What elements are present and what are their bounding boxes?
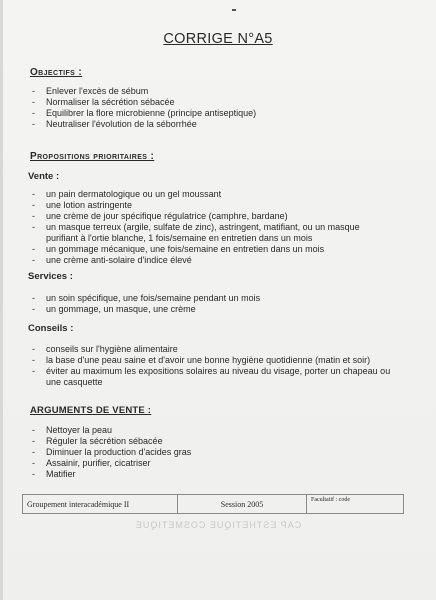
footer-table — [22, 494, 404, 514]
footer-group: Groupement interacadémique II — [27, 499, 130, 509]
list-item: - Assainir, purifier, cicatriser — [30, 458, 392, 469]
list-item: - une crème de jour spécifique régulatrice (camphre, bardane) — [30, 211, 392, 222]
propositions-heading: Propositions prioritaires : — [30, 151, 155, 162]
list-item: - une crème anti-solaire d'indice élevé — [30, 255, 392, 266]
list-item: - Normaliser la sécrétion sébacée — [30, 97, 390, 108]
vente-list — [30, 189, 392, 266]
conseils-label: Conseils : — [28, 323, 74, 334]
list-item: - un pain dermatologique ou un gel moussant — [30, 189, 392, 200]
list-item: - Neutraliser l'évolution de la séborrhée — [30, 119, 390, 130]
arguments-heading: ARGUMENTS DE VENTE : — [30, 405, 152, 416]
list-item: - Enlever l'excès de sébum — [30, 86, 390, 97]
footer-facultatif: Facultatif : code — [306, 495, 403, 513]
services-label: Services : — [28, 271, 73, 282]
arguments-list — [30, 425, 392, 480]
bleed-through-text: CAP ESTHETIQUE COSMETIQUE — [134, 520, 302, 530]
list-item: - un soin spécifique, une fois/semaine pendant un mois — [30, 293, 392, 304]
list-item: - Diminuer la production d'acides gras — [30, 447, 392, 458]
page-title: CORRIGE N°A5 — [163, 31, 273, 47]
vente-label: Vente : — [28, 171, 60, 182]
list-item: - une lotion astringente — [30, 200, 392, 211]
list-item: - éviter au maximum les expositions solaires au niveau du visage, porter un chapeau ou une casquette — [30, 366, 392, 388]
objectifs-heading: Objectifs : — [30, 67, 83, 78]
list-item: - Nettoyer la peau — [30, 425, 392, 436]
objectifs-list — [30, 86, 390, 130]
scan-mark — [232, 9, 236, 11]
list-item: - un gommage, un masque, une crème — [30, 304, 392, 315]
services-list — [30, 293, 392, 315]
page-edge-shadow — [0, 0, 3, 600]
list-item: - la base d'une peau saine et d'avoir une bonne hygiène quotidienne (matin et soir) — [30, 355, 392, 366]
list-item: - Equilibrer la flore microbienne (principe antiseptique) — [30, 108, 390, 119]
list-item: - Réguler la sécrétion sébacée — [30, 436, 392, 447]
list-item: - Matifier — [30, 469, 392, 480]
list-item: - un gommage mécanique, une fois/semaine en entretien dans un mois — [30, 244, 392, 255]
list-item: - un masque terreux (argile, sulfate de zinc), astringent, matifiant, ou un masque purifiant à l'ortie blanche, 1 fois/semaine en entretien dans un mois — [30, 222, 392, 244]
conseils-list — [30, 344, 392, 388]
list-item: - conseils sur l'hygiène alimentaire — [30, 344, 392, 355]
footer-session: Session 2005 — [177, 495, 306, 513]
